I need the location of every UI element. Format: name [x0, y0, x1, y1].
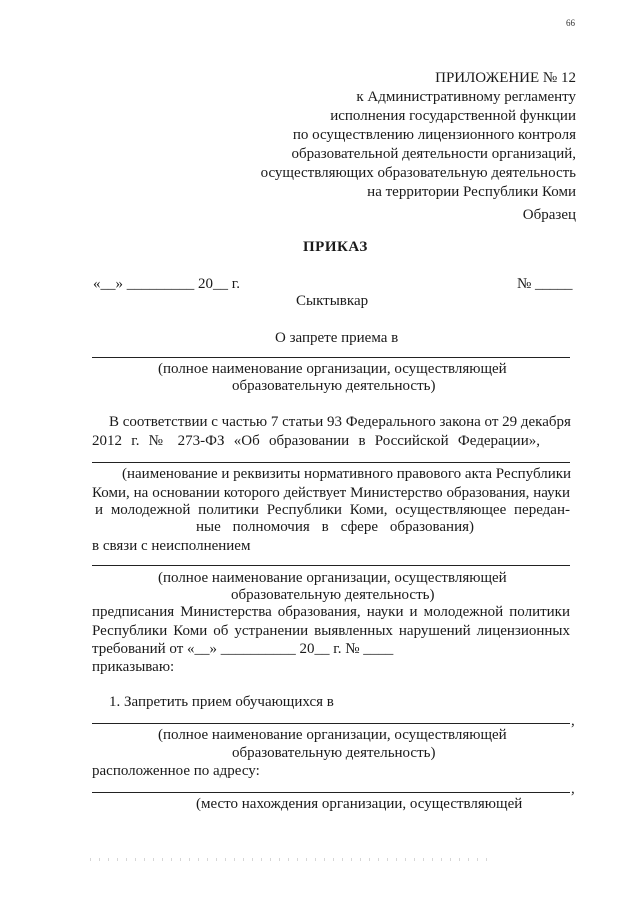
- paragraph-line: требований от «__» __________ 20__ г. № ____: [92, 641, 394, 657]
- caption-line: и молодежной политики Республики Коми, осуществляющее передан-: [95, 502, 570, 518]
- paragraph-line: 2012 г. № 273-ФЗ «Об образовании в Российской Федерации»,: [92, 433, 540, 449]
- blank-line: [92, 357, 570, 358]
- page-number: 66: [566, 18, 575, 28]
- blank-line: [92, 565, 570, 566]
- blank-line: [92, 723, 570, 724]
- caption-line: (полное наименование организации, осуществляющей: [158, 570, 507, 586]
- paragraph-line: в связи с неисполнением: [92, 538, 251, 554]
- paragraph-line: Республики Коми об устранении выявленных нарушений лицензионных: [92, 623, 570, 639]
- appendix-line: к Административному регламенту: [356, 89, 576, 105]
- comma: ,: [571, 713, 575, 729]
- caption-line: образовательную деятельность): [232, 378, 436, 394]
- paragraph-line: В соответствии с частью 7 статьи 93 Федерального закона от 29 декабря: [109, 414, 571, 430]
- number-line: № _____: [517, 276, 573, 292]
- blank-line: [92, 792, 570, 793]
- comma: ,: [571, 781, 575, 797]
- caption-line: образовательную деятельность): [232, 745, 436, 761]
- order-word: приказываю:: [92, 659, 175, 675]
- caption-line: (полное наименование организации, осуществляющей: [158, 727, 507, 743]
- date-line: «__» _________ 20__ г.: [93, 276, 240, 292]
- caption-line: ные полномочия в сфере образования): [196, 519, 474, 535]
- caption-line: Коми, на основании которого действует Министерство образования, науки: [92, 485, 570, 501]
- document-title: ПРИКАЗ: [303, 239, 368, 255]
- caption-line: образовательную деятельность): [231, 587, 435, 603]
- appendix-line: исполнения государственной функции: [330, 108, 576, 124]
- caption-line: (наименование и реквизиты нормативного правового акта Республики: [122, 466, 572, 482]
- appendix-line: на территории Республики Коми: [367, 184, 576, 200]
- caption-line: (место нахождения организации, осуществляющей: [196, 796, 523, 812]
- scan-artifact: [90, 858, 490, 861]
- blank-line: [92, 462, 570, 463]
- item-1: 1. Запретить прием обучающихся в: [109, 694, 334, 710]
- appendix-line: по осуществлению лицензионного контроля: [292, 127, 576, 143]
- appendix-line: образовательной деятельности организаций,: [291, 146, 576, 162]
- subject: О запрете приема в: [275, 330, 399, 346]
- appendix-title: ПРИЛОЖЕНИЕ № 12: [435, 70, 576, 86]
- appendix-line: осуществляющих образовательную деятельность: [260, 165, 576, 181]
- caption-line: (полное наименование организации, осуществляющей: [158, 361, 507, 377]
- located-label: расположенное по адресу:: [92, 763, 260, 779]
- city: Сыктывкар: [296, 293, 369, 309]
- paragraph-line: предписания Министерства образования, науки и молодежной политики: [92, 604, 570, 620]
- sample-label: Образец: [522, 207, 576, 223]
